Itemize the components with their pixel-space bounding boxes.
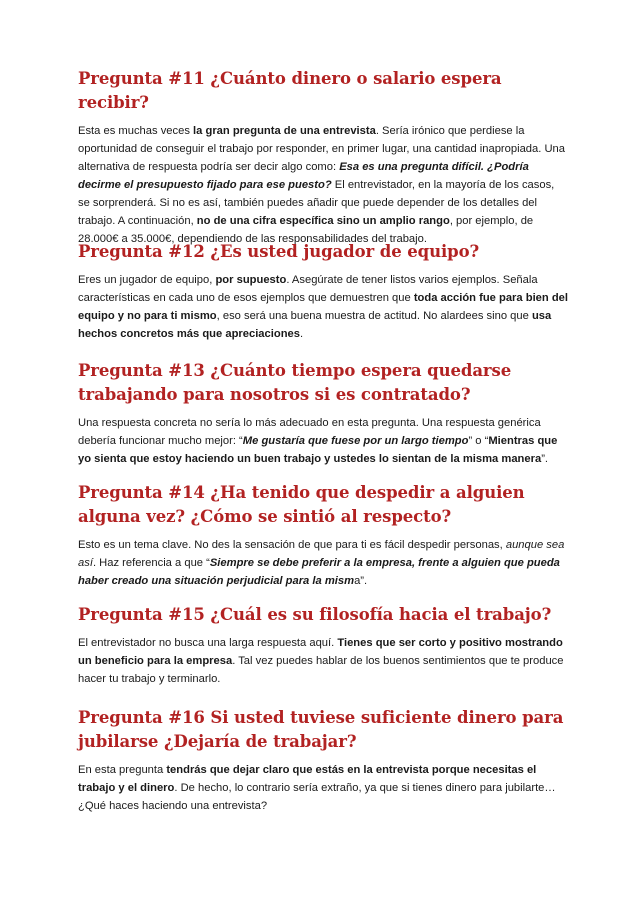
section-paragraph xyxy=(78,122,568,248)
body-text: El entrevistador, en la mayoría de los casos, se sorprenderá. Si no es así, también puedes añadir que puede depender de los detalles del trabajo. A continuación, xyxy=(78,179,555,227)
emphasis-text: Mientras que yo sienta que estoy haciendo un buen trabajo y ustedes lo sientan de la misma manera xyxy=(78,435,558,465)
section-pregunta-13 xyxy=(78,359,568,468)
section-heading: Pregunta #13 ¿Cuánto tiempo espera quedarse trabajando para nosotros si es contratado? xyxy=(78,361,512,404)
body-text: , por ejemplo, de 28.000€ a 35.000€, dependiendo de las responsabilidades del trabajo. xyxy=(78,215,534,245)
body-text: . Tal vez puedes hablar de los buenos sentimientos que te produce hacer tu trabajo y terminarlo. xyxy=(78,655,564,685)
body-text: ” o “ xyxy=(468,435,489,447)
section-pregunta-16 xyxy=(78,706,568,815)
section-paragraph xyxy=(78,271,568,343)
section-pregunta-15 xyxy=(78,603,568,688)
emphasis-text: Tienes que ser corto y positivo mostrando un beneficio para la empresa xyxy=(78,637,563,667)
emphasis-text: toda acción fue para bien del equipo y no para ti mismo xyxy=(78,292,569,322)
emphasis-text: por supuesto xyxy=(215,274,287,286)
body-text: Esto es un tema clave. No des la sensación de que para ti es fácil despedir personas, xyxy=(78,539,506,551)
body-text: . xyxy=(299,328,304,340)
body-text: . Sería irónico que perdiese la oportunidad de conseguir el trabajo por responder, en primer lugar, una cantidad inapropiada. Una alternativa de respuesta podría ser decir algo como: xyxy=(78,125,565,173)
section-pregunta-11 xyxy=(78,67,568,248)
section-paragraph xyxy=(78,536,568,590)
emphasis-text: Esa es una pregunta difícil. ¿Podría decirme el presupuesto fijado para ese puesto? xyxy=(78,161,529,191)
emphasis-text: Siempre se debe preferir a la empresa, frente a alguien que pueda haber creado una situación perjudicial para la mism xyxy=(78,557,560,587)
section-paragraph xyxy=(78,761,568,815)
section-pregunta-14 xyxy=(78,481,568,590)
section-heading: Pregunta #12 ¿Es usted jugador de equipo? xyxy=(78,242,480,261)
emphasis-text: no de una cifra específica sino un amplio rango xyxy=(196,215,450,227)
section-heading: Pregunta #11 ¿Cuánto dinero o salario espera recibir? xyxy=(78,69,502,112)
emphasis-text: aunque sea así xyxy=(78,539,565,569)
emphasis-text: tendrás que dejar claro que estás en la entrevista porque necesitas el trabajo y el dinero xyxy=(78,764,537,794)
body-text: , eso será una buena muestra de actitud. No alardees sino que xyxy=(216,310,532,322)
section-heading: Pregunta #14 ¿Ha tenido que despedir a alguien alguna vez? ¿Cómo se sintió al respecto? xyxy=(78,483,525,526)
body-text: En esta pregunta xyxy=(78,764,167,776)
body-text: a”. xyxy=(354,575,368,587)
emphasis-text: usa hechos concretos más que apreciaciones xyxy=(78,310,552,340)
body-text: . Haz referencia a que “ xyxy=(92,557,210,569)
body-text: Eres un jugador de equipo, xyxy=(78,274,216,286)
section-pregunta-12 xyxy=(78,240,568,343)
section-paragraph xyxy=(78,634,568,688)
section-paragraph xyxy=(78,414,568,468)
section-heading: Pregunta #15 ¿Cuál es su filosofía hacia el trabajo? xyxy=(78,605,552,624)
body-text: ”. xyxy=(541,453,549,465)
body-text: . Asegúrate de tener listos varios ejemplos. Señala características en cada uno de esos ejemplos que demuestren que xyxy=(78,274,538,304)
body-text: El entrevistador no busca una larga respuesta aquí. xyxy=(78,637,338,649)
body-text: . De hecho, lo contrario sería extraño, ya que si tienes dinero para jubilarte… ¿Qué haces haciendo una entrevista? xyxy=(78,782,556,812)
emphasis-text: la gran pregunta de una entrevista xyxy=(193,125,376,137)
body-text: Esta es muchas veces xyxy=(78,125,194,137)
emphasis-text: Me gustaría que fuese por un largo tiempo xyxy=(242,435,469,447)
body-text: Una respuesta concreta no sería lo más adecuado en esta pregunta. Una respuesta genérica debería funcionar mucho mejor: “ xyxy=(78,417,541,447)
section-heading: Pregunta #16 Si usted tuviese suficiente dinero para jubilarse ¿Dejaría de trabajar? xyxy=(78,708,564,751)
